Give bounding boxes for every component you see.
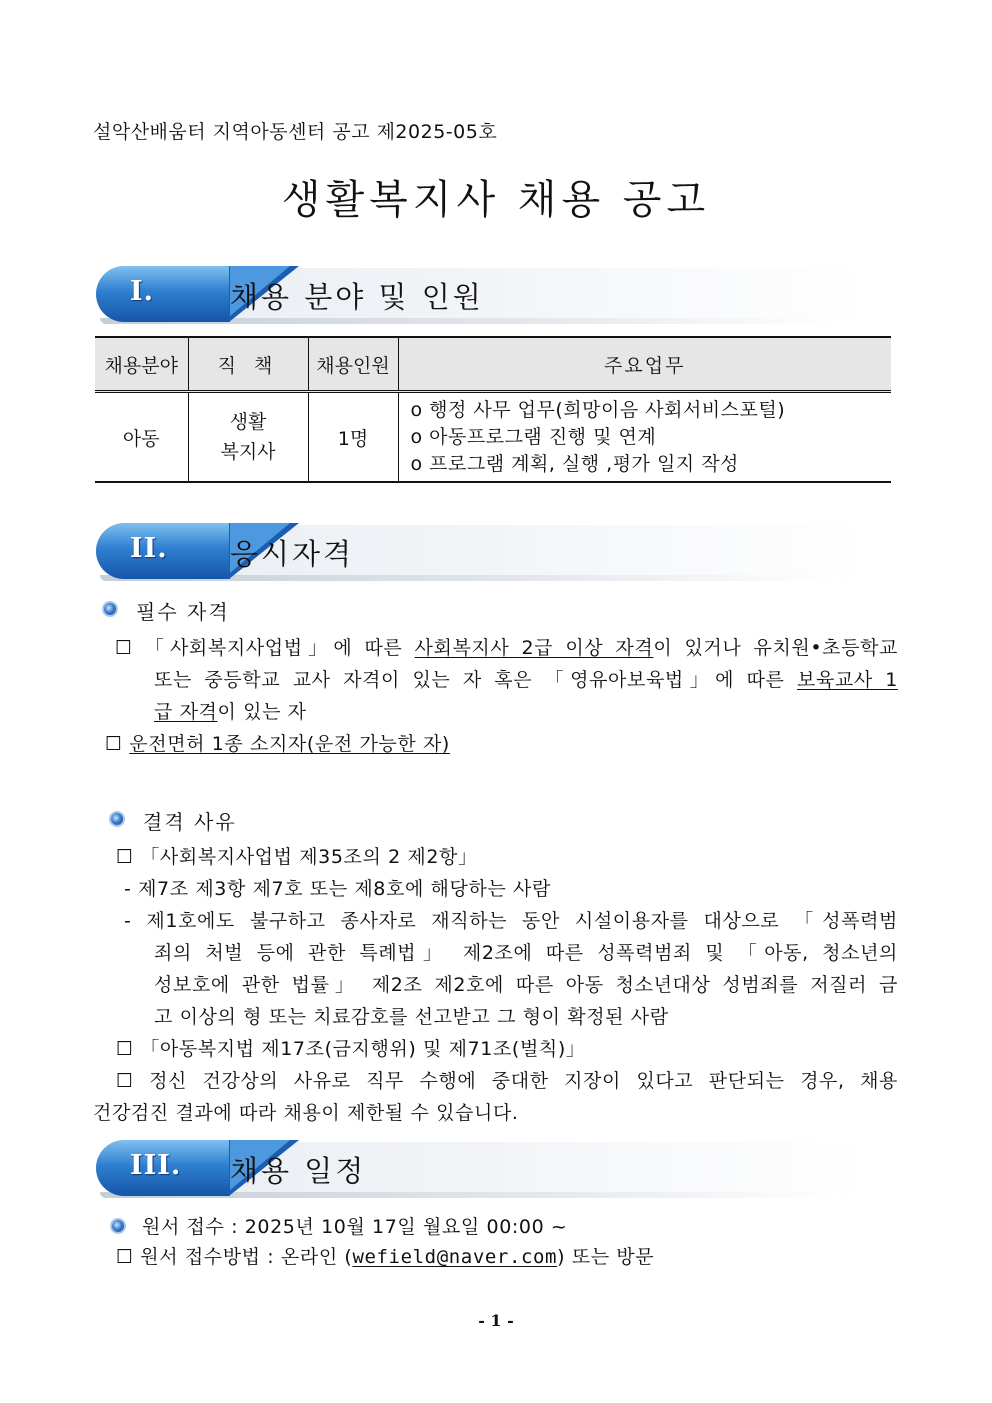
notice-number: 설악산배움터 지역아동센터 공고 제2025-05호 (93, 121, 498, 143)
col-header-duties: 주요업무 (398, 337, 891, 392)
cell-duties (398, 392, 891, 483)
table-header-row (95, 337, 891, 392)
section-number: III. (130, 1150, 182, 1181)
cell-field: 아동 (95, 392, 188, 483)
email-link[interactable]: wefield@naver.com (352, 1246, 558, 1268)
section-title: 응시자격 (230, 537, 355, 571)
checkbox-icon: ☐ (105, 733, 123, 755)
requirement-1 (115, 632, 900, 728)
bullet-icon (112, 1220, 124, 1232)
disq-item-1a: - 제7조 제3항 제7호 또는 제8호에 해당하는 사람 (124, 878, 551, 900)
disq-item-1: ☐ 「사회복지사업법 제35조의 2 제2항」 (116, 846, 478, 868)
disq-item-1b: - 제1호에도 불구하고 종사자로 재직하는 동안 시설이용자를 대상으로 「성폭력범 (124, 910, 898, 932)
req1-highlight: 보육교사 1 (797, 669, 898, 691)
req1-highlight: 사회복지사 2급 이상 자격 (414, 637, 654, 659)
disq-item-3: ☐ 정신 건강상의 사유로 직무 수행에 중대한 지장이 있다고 판단되는 경우, 채용 (116, 1070, 898, 1092)
page-number: - 1 - (478, 1311, 514, 1330)
cell-position (188, 392, 308, 483)
section-number: II. (130, 533, 168, 564)
req1-text: 이 있는 자 (217, 701, 307, 723)
recruitment-table (95, 336, 891, 483)
table-row (95, 392, 891, 483)
position-line: 복지사 (220, 441, 276, 463)
req1-text: 또는 중등학교 교사 자격이 있는 자 혹은 「영유아보육법」에 따른 (154, 669, 797, 691)
req2-text: 운전면허 1종 소지자(운전 가능한 자) (129, 733, 450, 755)
position-line: 생활 (229, 411, 267, 433)
disqualification-title: 결격 사유 (143, 810, 237, 834)
duty-item: o 아동프로그램 진행 및 연계 (410, 425, 657, 448)
disq-item-3: 건강검진 결과에 따라 채용이 제한될 수 있습니다. (93, 1102, 519, 1124)
bullet-icon (104, 603, 116, 615)
disq-item-1b: 성보호에 관한 법률」 제2조 제2호에 따른 아동 청소년대상 성범죄를 저질러 금 (154, 974, 898, 996)
cell-count: 1명 (308, 392, 398, 483)
required-qualification-title: 필수 자격 (136, 600, 230, 624)
apply-method-text: ☐ 원서 접수방법 : 온라인 ( (116, 1246, 353, 1268)
col-header-count: 채용인원 (308, 337, 398, 392)
checkbox-icon: ☐ (115, 637, 133, 659)
disq-item-2: ☐ 「아동복지법 제17조(금지행위) 및 제71조(벌칙)」 (116, 1038, 586, 1060)
apply-method-text: ) 또는 방문 (557, 1246, 655, 1268)
disq-item-1b: 고 이상의 형 또는 치료감호를 선고받고 그 형이 확정된 사람 (154, 1006, 669, 1028)
apply-period: 원서 접수 : 2025년 10월 17일 월요일 00:00 ~ (142, 1216, 568, 1238)
section-header-1 (96, 266, 866, 326)
duty-item: o 행정 사무 업무(희망이음 사회서비스포털) (410, 398, 786, 421)
section-title: 채용 분야 및 인원 (230, 280, 484, 314)
section-header-2 (96, 523, 866, 583)
section-title: 채용 일정 (230, 1154, 367, 1188)
req1-text: 이 있거나 유치원•초등학교 (653, 637, 898, 659)
section-header-3 (96, 1140, 866, 1200)
section-number: I. (130, 276, 155, 307)
bullet-icon (111, 813, 123, 825)
col-header-field: 채용분야 (95, 337, 188, 392)
duty-item: o 프로그램 계획, 실행 ,평가 일지 작성 (410, 452, 739, 475)
req1-text: 「사회복지사업법」에 따른 (144, 637, 415, 659)
req1-highlight: 급 자격 (154, 701, 218, 723)
apply-method (116, 1241, 654, 1273)
col-header-position: 직 책 (188, 337, 308, 392)
disq-item-1b: 죄의 처벌 등에 관한 특례법」 제2조에 따른 성폭력범죄 및 「아동, 청소년의 (154, 942, 898, 964)
page-title: 생활복지사 채용 공고 (281, 177, 711, 223)
requirement-2 (105, 728, 450, 760)
